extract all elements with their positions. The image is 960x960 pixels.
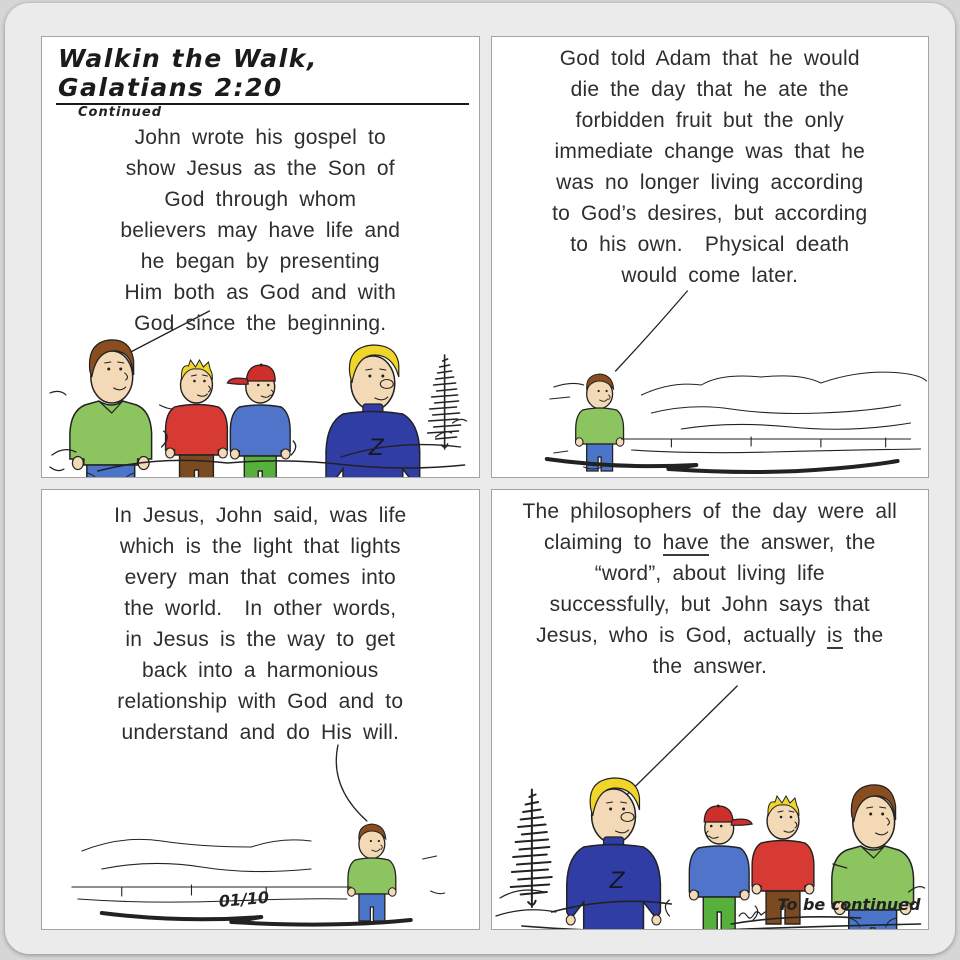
rock-ridge bbox=[641, 372, 926, 395]
comic-grid bbox=[41, 36, 929, 930]
date-note: 01/10 bbox=[218, 887, 270, 911]
panel-3 bbox=[41, 489, 480, 931]
caption-line: he began by presenting bbox=[140, 250, 380, 273]
caption-line: the world. In other words, bbox=[124, 596, 397, 620]
speech-line bbox=[336, 745, 367, 821]
rock-dash bbox=[549, 383, 583, 399]
caption-line bbox=[492, 620, 929, 651]
panel-4-text bbox=[492, 490, 929, 682]
caption-line: Him both as God and with bbox=[124, 281, 396, 304]
rock-ridge bbox=[82, 839, 311, 851]
panel-2-illustration bbox=[492, 287, 929, 477]
rock-ridge bbox=[651, 405, 910, 429]
caption-line: In Jesus, John said, was life bbox=[114, 503, 407, 527]
caption-line: forbidden fruit but the only bbox=[575, 109, 844, 132]
caption-line: back into a harmonious bbox=[141, 658, 379, 682]
caption-segment: the bbox=[842, 623, 884, 647]
caption-line: John wrote his gospel to bbox=[134, 126, 386, 149]
caption-line: The philosophers of the day were all bbox=[522, 499, 898, 523]
panel-1-text bbox=[42, 122, 479, 339]
caption-line: God told Adam that he would bbox=[559, 47, 860, 70]
caption-line: the answer. bbox=[652, 654, 768, 678]
underlined-word: is bbox=[826, 623, 843, 647]
caption-line: God since the beginning. bbox=[134, 312, 387, 335]
caption-line: God through whom bbox=[164, 188, 357, 211]
caption-segment: the answer, the bbox=[709, 530, 876, 554]
caption-line: to his own. Physical death bbox=[570, 233, 850, 256]
panel-3-illustration bbox=[42, 739, 479, 929]
caption-line: successfully, but John says that bbox=[549, 592, 870, 616]
caption-line: which is the light that lights bbox=[119, 534, 401, 558]
caption-line: immediate change was that he bbox=[554, 140, 865, 163]
caption-line: believers may have life and bbox=[120, 219, 401, 242]
panel-2 bbox=[491, 36, 930, 478]
caption-line: every man that comes into bbox=[124, 565, 396, 589]
caption-line: in Jesus is the way to get bbox=[125, 627, 396, 651]
comic-title: Walkin the Walk, Galatians 2:20 bbox=[56, 44, 469, 105]
caption-line: would come later. bbox=[621, 264, 799, 287]
panel-2-text bbox=[492, 37, 929, 291]
comic-subtitle: Continued bbox=[78, 105, 163, 120]
caption-line: was no longer living according bbox=[556, 171, 864, 194]
underlined-word: have bbox=[662, 530, 709, 554]
to-be-continued-note: To be continued bbox=[777, 894, 921, 915]
speech-line bbox=[615, 291, 687, 371]
comic-page bbox=[5, 3, 955, 954]
rock-ridge bbox=[102, 863, 311, 871]
signature-scribble bbox=[739, 912, 765, 918]
panel-1 bbox=[41, 36, 480, 478]
panel-4-illustration bbox=[492, 684, 929, 929]
caption-line: understand and do His will. bbox=[121, 720, 400, 744]
caption-line: show Jesus as the Son of bbox=[125, 157, 395, 180]
panel-3-text bbox=[42, 490, 479, 748]
title-block bbox=[42, 37, 479, 120]
caption-line: “word”, about living life bbox=[594, 561, 825, 585]
speech-line bbox=[625, 686, 737, 796]
caption-line: relationship with God and to bbox=[117, 689, 404, 713]
panel-4 bbox=[491, 489, 930, 931]
caption-segment: Jesus, who is God, actually bbox=[536, 623, 827, 647]
heavy-ground-line bbox=[546, 459, 897, 472]
caption-line bbox=[492, 527, 929, 558]
caption-line: to God’s desires, but according bbox=[552, 202, 868, 225]
caption-line: die the day that he ate the bbox=[570, 78, 849, 101]
caption-segment: claiming to bbox=[544, 530, 663, 554]
